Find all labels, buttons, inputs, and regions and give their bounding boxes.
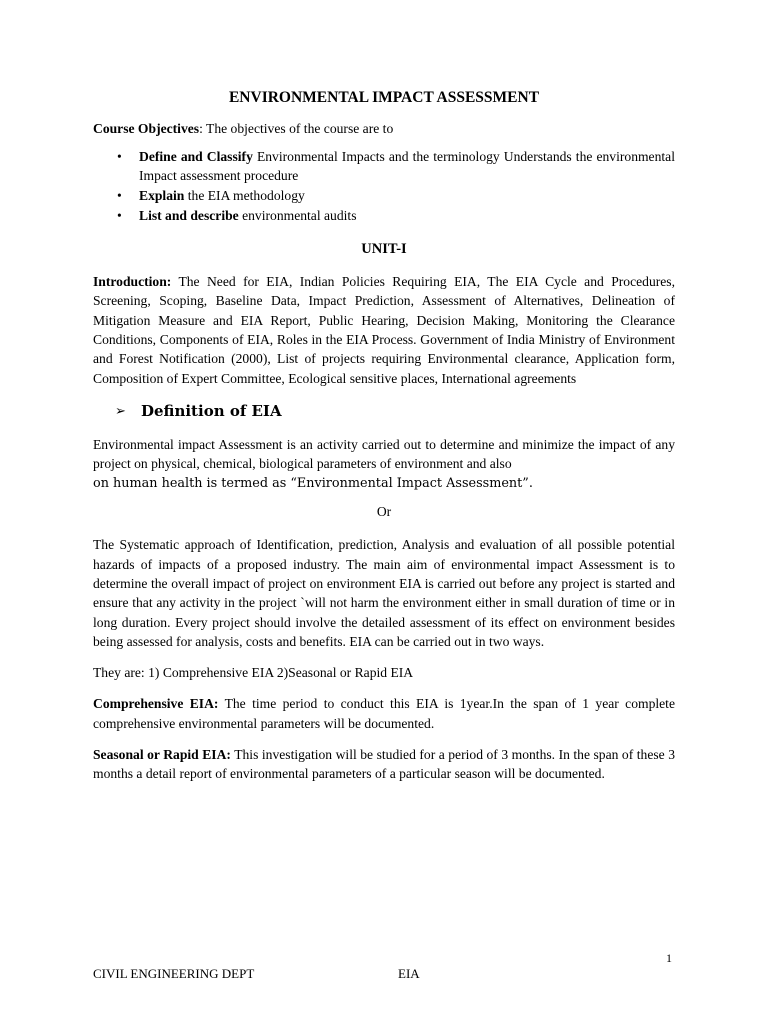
document-title: ENVIRONMENTAL IMPACT ASSESSMENT: [228, 89, 540, 106]
objective-text: environmental audits: [238, 208, 357, 224]
seasonal-eia-label: Seasonal or Rapid EIA:: [93, 747, 231, 763]
footer-subject: EIA: [398, 966, 420, 981]
introduction-paragraph: [93, 272, 675, 388]
course-objectives-text: : The objectives of the course are to: [199, 121, 394, 137]
definition-paragraph-last-line: on human health is termed as “Environmental Impact Assessment”.: [93, 475, 533, 491]
unit-heading: UNIT-I: [361, 240, 407, 257]
list-item: [117, 206, 675, 225]
course-objectives: [93, 119, 675, 138]
definition-heading-text: Definition of EIA: [141, 401, 282, 420]
objective-bold: List and describe: [139, 208, 239, 224]
page-number: 1: [666, 951, 672, 965]
introduction-text: The Need for EIA, Indian Policies Requiring EIA, The EIA Cycle and Procedures, Screening, Scoping, Baseline Data, Impact Prediction, Assessment of Alternatives, Delineation of Mitigation Measure and EIA Report, Public Hearing, Decision Making, Monitoring the Clearance Conditions, Components of EIA, Roles in the EIA Process. Government of India Ministry of Environment and Forest Notification (2000), List of projects requiring Environmental clearance, Application form, Composition of Expert Committee, Ecological sensitive places, International agreements: [93, 274, 675, 386]
objective-text: Environmental Impacts and the terminology Understands the environmental Impact assessment procedure: [139, 148, 675, 183]
definition-paragraph: Environmental impact Assessment is an activity carried out to determine and minimize the impact of any project on physical, chemical, biological parameters of environment and also: [93, 437, 675, 472]
comprehensive-eia-text: The time period to conduct this EIA is 1year.In the span of 1 year complete comprehensive environmental parameters will be documented.: [93, 696, 675, 731]
systematic-paragraph: The Systematic approach of Identification, prediction, Analysis and evaluation of all possible potential hazards of impacts of a proposed industry. The main aim of environmental impact Assessment is to determine the overall impact of project on environment EIA is carried out before any project is started and ensure that any activity in the project `will not harm the environment either in small duration of time or in long duration. Every project should involve the detailed assessment of its effect on environment besides being assessed for analysis, costs and benefits. EIA can be carried out in two ways.: [93, 537, 675, 649]
list-item: [117, 186, 675, 205]
course-objectives-label: Course Objectives: [93, 121, 200, 137]
footer-department: CIVIL ENGINEERING DEPT: [93, 966, 255, 981]
bullet-icon: •: [117, 208, 122, 224]
objective-bold: Explain: [139, 188, 185, 204]
comprehensive-eia-paragraph: [93, 694, 675, 733]
comprehensive-eia-label: Comprehensive EIA:: [93, 696, 219, 712]
bullet-icon: •: [117, 188, 122, 204]
introduction-label: Introduction:: [93, 274, 172, 290]
definition-heading: [115, 402, 675, 421]
objective-text: the EIA methodology: [184, 188, 305, 204]
or-separator: Or: [376, 504, 392, 520]
types-line: They are: 1) Comprehensive EIA 2)Seasonal or Rapid EIA: [93, 665, 414, 681]
seasonal-eia-paragraph: [93, 745, 675, 784]
seasonal-eia-text: This investigation will be studied for a period of 3 months. In the span of these 3 months a detail report of environmental parameters of a particular season will be documented.: [93, 747, 675, 782]
arrow-bullet-icon: ➢: [115, 403, 126, 419]
objectives-list: [93, 147, 675, 226]
objective-bold: Define and Classify: [139, 148, 253, 164]
list-item: [117, 147, 675, 186]
bullet-icon: •: [117, 148, 122, 164]
document-page: [93, 88, 675, 784]
